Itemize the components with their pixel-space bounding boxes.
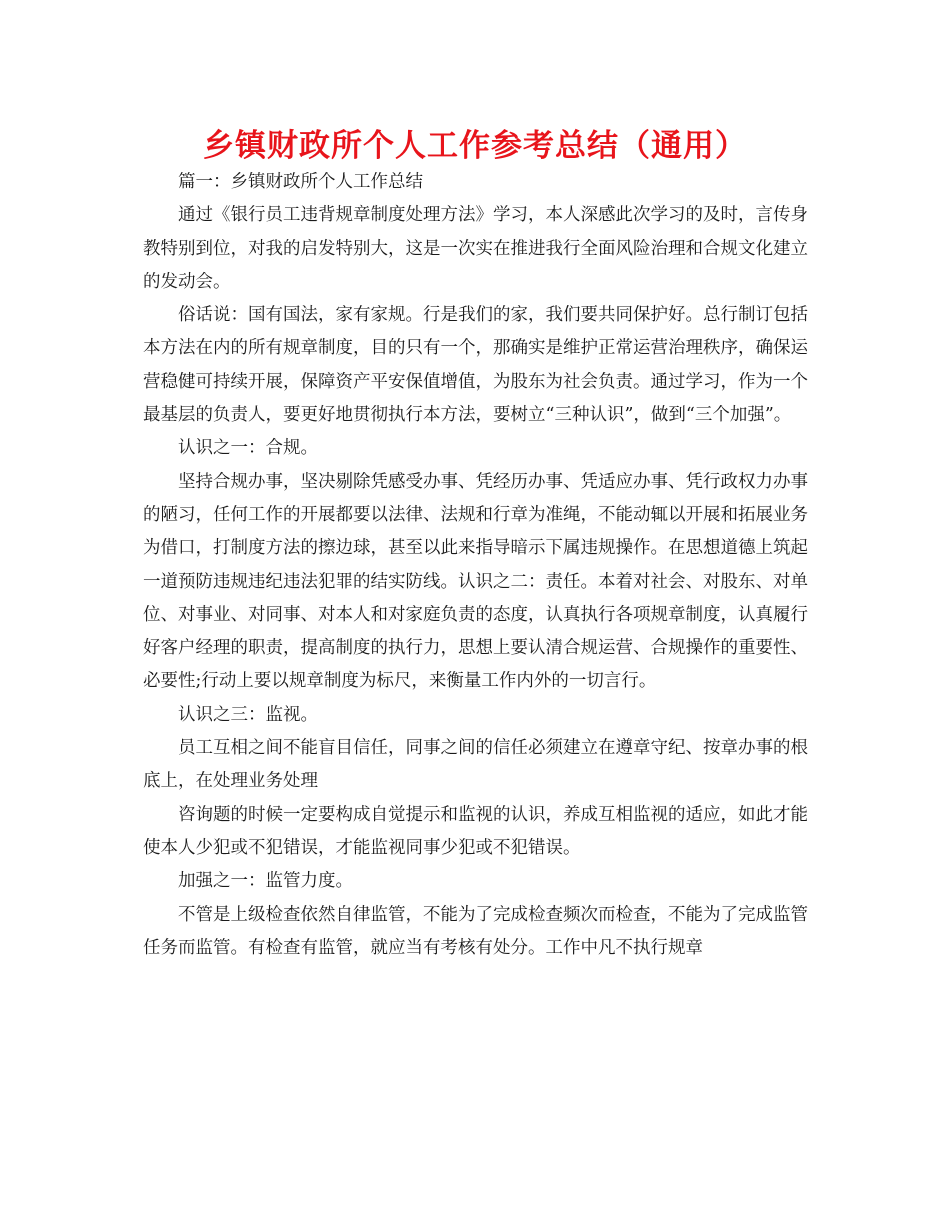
paragraph: 通过《银行员工违背规章制度处理方法》学习，本人深感此次学习的及时，言传身教特别到位，对我的启发特别大，这是一次实在推进我行全面风险治理和合规文化建立的发动会。	[143, 205, 808, 292]
paragraph: 不管是上级检查依然自律监管，不能为了完成检查频次而检查，不能为了完成监管任务而监管。有检查有监管，就应当有考核有处分。工作中凡不执行规章	[143, 904, 808, 958]
paragraph: 加强之一：监管力度。	[178, 871, 353, 892]
paragraph: 篇一：乡镇财政所个人工作总结	[178, 172, 423, 192]
document-title: 乡镇财政所个人工作参考总结（通用）	[203, 128, 747, 164]
paragraph: 俗话说：国有国法，家有家规。行是我们的家，我们要共同保护好。总行制订包括本方法在内的所有规章制度，目的只有一个，那确实是维护正常运营治理秩序，确保运营稳健可持续开展，保障资产平安保值增值，为股东为社会负责。通过学习，作为一个最基层的负责人，要更好地贯彻执行本方法，要树立“三种认识”，做到“三个加强”。	[143, 305, 808, 426]
paragraph: 认识之一：合规。	[178, 438, 318, 459]
paragraph: 咨询题的时候一定要构成自觉提示和监视的认识，养成互相监视的适应，如此才能使本人少犯或不犯错误，才能监视同事少犯或不犯错误。	[143, 804, 808, 858]
document-body	[143, 166, 808, 965]
paragraph: 员工互相之间不能盲目信任，同事之间的信任必须建立在遵章守纪、按章办事的根底上，在处理业务处理	[143, 738, 808, 792]
paragraph: 坚持合规办事，坚决剔除凭感受办事、凭经历办事、凭适应办事、凭行政权力办事的陋习，任何工作的开展都要以法律、法规和行章为准绳，不能动辄以开展和拓展业务为借口，打制度方法的擦边球，甚至以此来指导暗示下属违规操作。在思想道德上筑起一道预防违规违纪违法犯罪的结实防线。认识之二：责任。本着对社会、对股东、对单位、对事业、对同事、对本人和对家庭负责的态度，认真执行各项规章制度，认真履行好客户经理的职责，提高制度的执行力，思想上要认清合规运营、合规操作的重要性、必要性;行动上要以规章制度为标尺，来衡量工作内外的一切言行。	[143, 471, 808, 692]
paragraph: 认识之三：监视。	[178, 704, 318, 725]
